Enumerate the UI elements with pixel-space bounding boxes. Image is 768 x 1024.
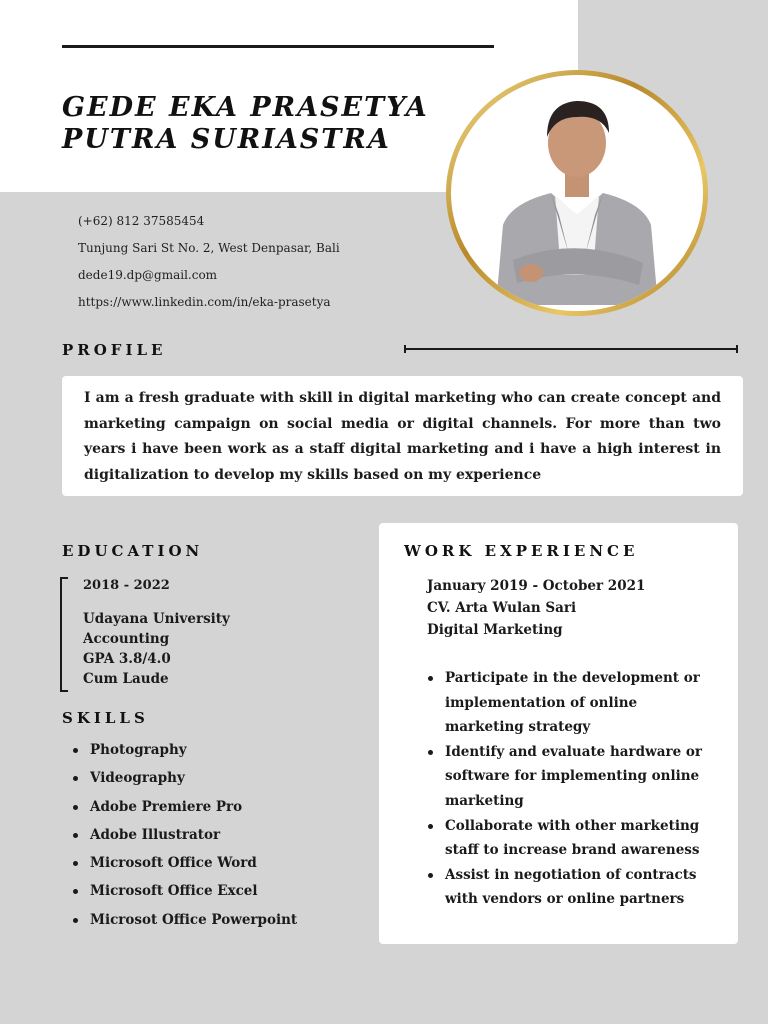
- profile-text: I am a fresh graduate with skill in digital marketing who can create concept and marketing campaign on social media or digital channels. For more than two years i have been work as a staff digital marketing and i have a high interest in digitalization to develop my skills based on my experience: [84, 390, 721, 483]
- contact-block: [78, 208, 340, 316]
- education-honor: Cum Laude: [83, 671, 169, 687]
- work-duties-list: [427, 666, 717, 912]
- education-major: Accounting: [83, 631, 170, 647]
- list-item: Adobe Premiere Pro: [72, 793, 297, 821]
- profile-heading: PROFILE: [62, 341, 167, 359]
- skills-list: [72, 736, 297, 934]
- name-line-2: PUTRA SURIASTRA: [62, 124, 391, 155]
- list-item: Identify and evaluate hardware or software for implementing online marketing: [427, 740, 717, 814]
- skills-heading: SKILLS: [62, 709, 149, 727]
- list-item: Assist in negotiation of contracts with vendors or online partners: [427, 863, 717, 912]
- email-text: dede19.dp@gmail.com: [78, 268, 218, 282]
- list-item: Adobe Illustrator: [72, 821, 297, 849]
- work-experience-heading: WORK EXPERIENCE: [404, 542, 639, 560]
- profile-divider: [404, 348, 738, 350]
- education-years: 2018 - 2022: [83, 578, 170, 593]
- candidate-name: [62, 92, 429, 156]
- list-item: Photography: [72, 736, 297, 764]
- profile-photo-frame: [446, 70, 708, 316]
- person-portrait-icon: [451, 75, 703, 311]
- top-divider: [62, 45, 494, 48]
- work-company: CV. Arta Wulan Sari: [427, 600, 577, 616]
- work-role: Digital Marketing: [427, 622, 563, 638]
- work-period: January 2019 - October 2021: [427, 578, 646, 594]
- list-item: Participate in the development or implementation of online marketing strategy: [427, 666, 717, 740]
- work-meta: [427, 575, 645, 641]
- profile-summary: [62, 376, 743, 496]
- address-text: Tunjung Sari St No. 2, West Denpasar, Bali: [78, 241, 340, 255]
- education-institution: Udayana University: [83, 611, 230, 627]
- education-details: [83, 609, 230, 689]
- name-line-1: GEDE EKA PRASETYA: [62, 92, 429, 123]
- list-item: Microsot Office Powerpoint: [72, 906, 297, 934]
- education-heading: EDUCATION: [62, 542, 204, 560]
- education-bracket: [60, 577, 66, 692]
- linkedin-url: https://www.linkedin.com/in/eka-prasetya: [78, 295, 331, 309]
- list-item: Collaborate with other marketing staff to increase brand awareness: [427, 814, 717, 863]
- list-item: Videography: [72, 764, 297, 792]
- list-item: Microsoft Office Excel: [72, 877, 297, 905]
- education-gpa: GPA 3.8/4.0: [83, 651, 171, 667]
- profile-photo: [451, 75, 703, 311]
- list-item: Microsoft Office Word: [72, 849, 297, 877]
- phone-text: (+62) 812 37585454: [78, 214, 205, 228]
